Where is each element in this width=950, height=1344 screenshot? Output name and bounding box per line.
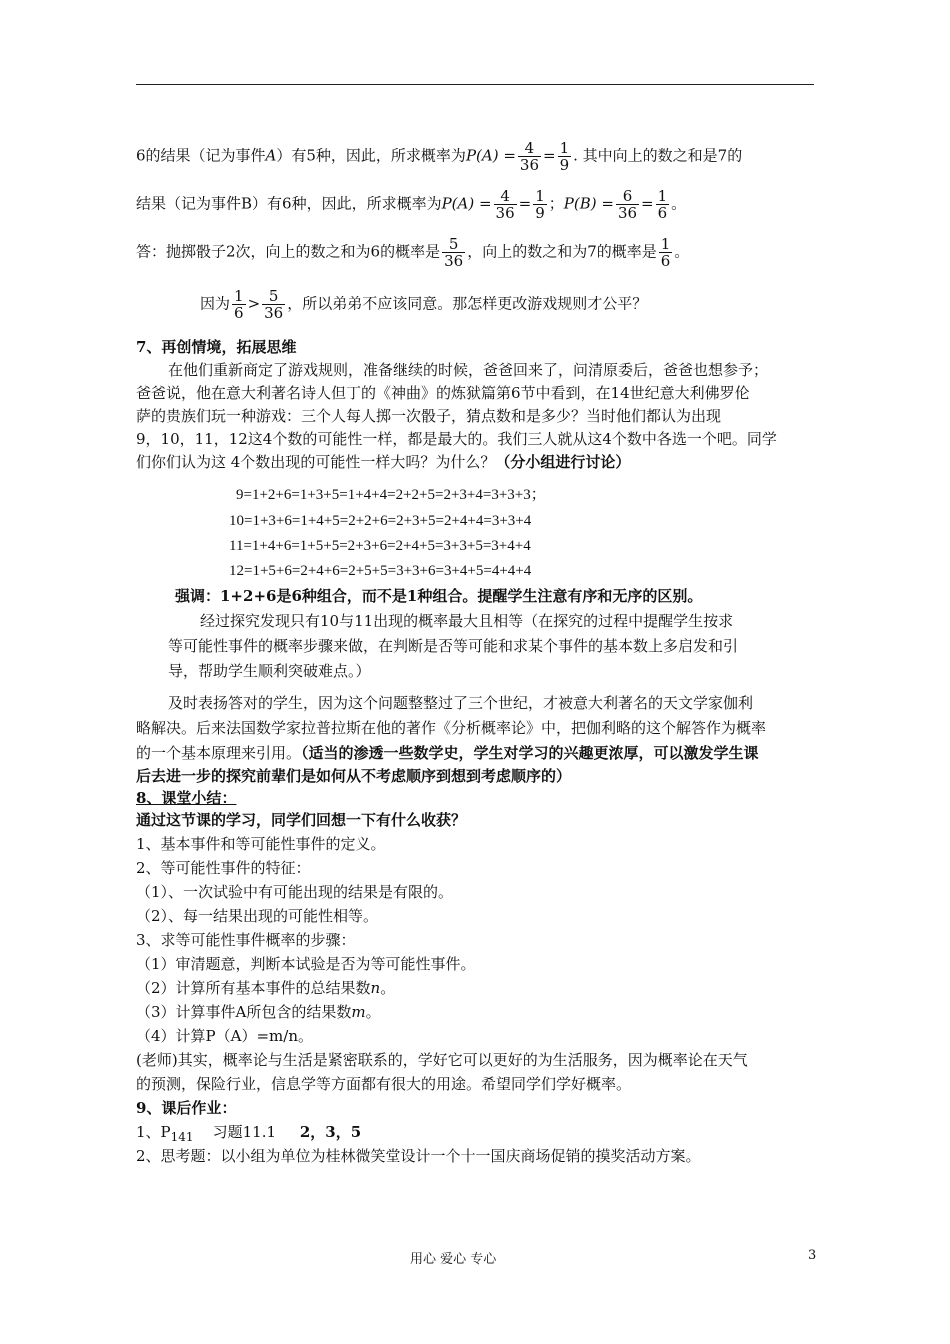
fraction-6-36: $\frac{6}{36}$ <box>617 187 638 222</box>
sec7-p2-line: 导，帮助学生顺利突破难点。） <box>168 662 371 680</box>
text: 。 <box>671 194 687 213</box>
answer-line <box>136 236 689 269</box>
sec7-p1-line <box>136 452 630 472</box>
teaching-note: （适当的渗透一些数学史，学生对学习的兴趣更浓厚，可以激发学生课 <box>301 744 759 762</box>
equation-12: 12=1+5+6=2+4+6=2+5+5=3+3+6=3+4+5=4+4+4 <box>229 563 532 579</box>
header-rule <box>136 84 814 85</box>
fraction-1-6: $\frac{1}{6}$ <box>234 287 244 322</box>
sec7-p3-line <box>136 743 759 763</box>
footer-motto: 用心 爱心 专心 <box>410 1252 497 1267</box>
summary-item: （1）审清题意，判断本试验是否为等可能性事件。 <box>136 955 476 973</box>
para-line-2 <box>136 188 686 221</box>
summary-item: （4）计算P（A）=m/n。 <box>136 1027 313 1045</box>
summary-item: （1）、一次试验中有可能出现的结果是有限的。 <box>136 883 454 901</box>
fraction-1-9: $\frac{1}{9}$ <box>535 187 545 222</box>
fraction-5-36: $\frac{5}{36}$ <box>264 287 284 322</box>
page-number: 3 <box>808 1248 817 1263</box>
formula-pa: P(A) = <box>441 194 492 213</box>
equation-11: 11=1+4+6=1+5+5=2+3+6=2+4+5=3+3+5=3+4+4 <box>229 538 531 554</box>
equals: = <box>518 194 532 213</box>
variable-n: n <box>370 979 381 997</box>
sec7-p1-line: 9，10，11，12这4个数的可能性一样，都是最大的。我们三人就从这4个数中各选一个吧。同学 <box>136 430 777 448</box>
homework-item <box>136 1122 361 1147</box>
sec7-p2-line: 经过探究发现只有10与11出现的概率最大且相等（在探究的过程中提醒学生按求 <box>200 612 734 630</box>
formula-pa: P(A) = <box>465 146 516 165</box>
text: 。 <box>365 1003 381 1021</box>
para-line-1 <box>136 140 742 173</box>
emphasis-note: 强调：1+2+6是6种组合，而不是1种组合。提醒学生注意有序和无序的区别。 <box>175 587 703 605</box>
summary-item: 2、等可能性事件的特征： <box>136 859 311 877</box>
teacher-note: 的预测，保险行业，信息学等方面都有很大的用途。希望同学们学好概率。 <box>136 1075 632 1093</box>
text: （3）计算事件A所包含的结果数 <box>136 1003 352 1021</box>
sec7-p1-line: 在他们重新商定了游戏规则，准备继续的时候，爸爸回来了，问清原委后，爸爸也想参予； <box>168 361 769 379</box>
text: 因为 <box>200 294 231 313</box>
variable-m: m <box>351 1003 366 1021</box>
sec7-p3-line: 略解决。后来法国数学家拉普拉斯在他的著作《分析概率论》中，把伽利略的这个解答作为概率 <box>136 719 767 737</box>
summary-item: 3、求等可能性事件概率的步骤： <box>136 931 356 949</box>
sec7-p1-line: 萨的贵族们玩一种游戏：三个人每人掷一次骰子，猜点数和是多少？当时他们都认为出现 <box>136 407 722 425</box>
discussion-note: （分小组进行讨论） <box>495 453 631 471</box>
because-line <box>200 288 647 321</box>
greater-than: > <box>247 294 261 313</box>
equals: = <box>641 194 654 213</box>
text: 习题11.1 <box>193 1123 300 1141</box>
sec7-p1-line: 爸爸说，他在意大利著名诗人但丁的《神曲》的炼狱篇第6节中看到，在14世纪意大利佛罗伦 <box>136 384 750 402</box>
fraction-5-36: $\frac{5}{36}$ <box>444 235 464 270</box>
text: 们你们认为这 4个数出现的可能性一样大吗？为什么？ <box>136 453 496 471</box>
homework-item: 2、思考题：以小组为单位为桂林微笑堂设计一个十一国庆商场促销的摸奖活动方案。 <box>136 1147 701 1165</box>
teaching-note: 后去进一步的探究前辈们是如何从不考虑顺序到想到考虑顺序的） <box>136 767 572 785</box>
page-subscript: 141 <box>170 1130 194 1144</box>
summary-question: 通过这节课的学习，同学们回想一下有什么收获？ <box>136 811 467 829</box>
sec7-p3-line: 及时表扬答对的学生，因为这个问题整整过了三个世纪，才被意大利著名的天文学家伽利 <box>168 694 754 712</box>
text: 6的结果（记为事件 <box>136 146 266 165</box>
text: ； <box>548 194 564 213</box>
formula-pb: P(B) = <box>563 194 614 213</box>
text: 。 <box>674 242 690 261</box>
fraction-1-9: $\frac{1}{9}$ <box>559 139 570 174</box>
summary-item: （2）、每一结果出现的可能性相等。 <box>136 907 379 925</box>
exercise-numbers: 2，3，5 <box>299 1123 362 1141</box>
text: ，所以弟弟不应该同意。那怎样更改游戏规则才公平？ <box>287 294 648 313</box>
section-9-heading: 9、课后作业： <box>136 1099 237 1117</box>
text: 1、P <box>136 1123 171 1141</box>
summary-item <box>136 1002 381 1022</box>
text: ，向上的数之和为7的概率是 <box>467 242 657 261</box>
sec7-p2-line: 等可能性事件的概率步骤来做，在判断是否等可能和求某个事件的基本数上多启发和引 <box>168 637 739 655</box>
fraction-1-6: $\frac{1}{6}$ <box>660 235 671 270</box>
fraction-1-6: $\frac{1}{6}$ <box>657 187 668 222</box>
summary-item <box>136 978 395 998</box>
text: 答：抛掷骰子2次，向上的数之和为6的概率是 <box>136 242 441 261</box>
equals: = <box>543 146 556 165</box>
fraction-4-36: $\frac{4}{36}$ <box>519 139 539 174</box>
teacher-note: (老师)其实，概率论与生活是紧密联系的，学好它可以更好的为生活服务，因为概率论在天气 <box>136 1051 748 1069</box>
section-7-heading: 7、再创情境，拓展思维 <box>136 338 297 356</box>
text: 结果（记为事件B）有6种，因此，所求概率为 <box>136 194 442 213</box>
text: ）有5种，因此，所求概率为 <box>276 146 466 165</box>
section-8-heading: 8、课堂小结： <box>136 789 237 807</box>
equation-9: 9=1+2+6=1+3+5=1+4+4=2+2+5=2+3+4=3+3+3； <box>236 487 546 503</box>
text: 。 <box>380 979 396 997</box>
text: （2）计算所有基本事件的总结果数 <box>136 979 371 997</box>
summary-item: 1、基本事件和等可能性事件的定义。 <box>136 835 386 853</box>
event-a: A <box>265 146 277 165</box>
text: 的一个基本原理来引用。 <box>136 744 302 762</box>
equation-10: 10=1+3+6=1+4+5=2+2+6=2+3+5=2+4+4=3+3+4 <box>229 513 532 529</box>
fraction-4-36: $\frac{4}{36}$ <box>495 187 515 222</box>
text: . 其中向上的数之和是7的 <box>573 146 743 165</box>
